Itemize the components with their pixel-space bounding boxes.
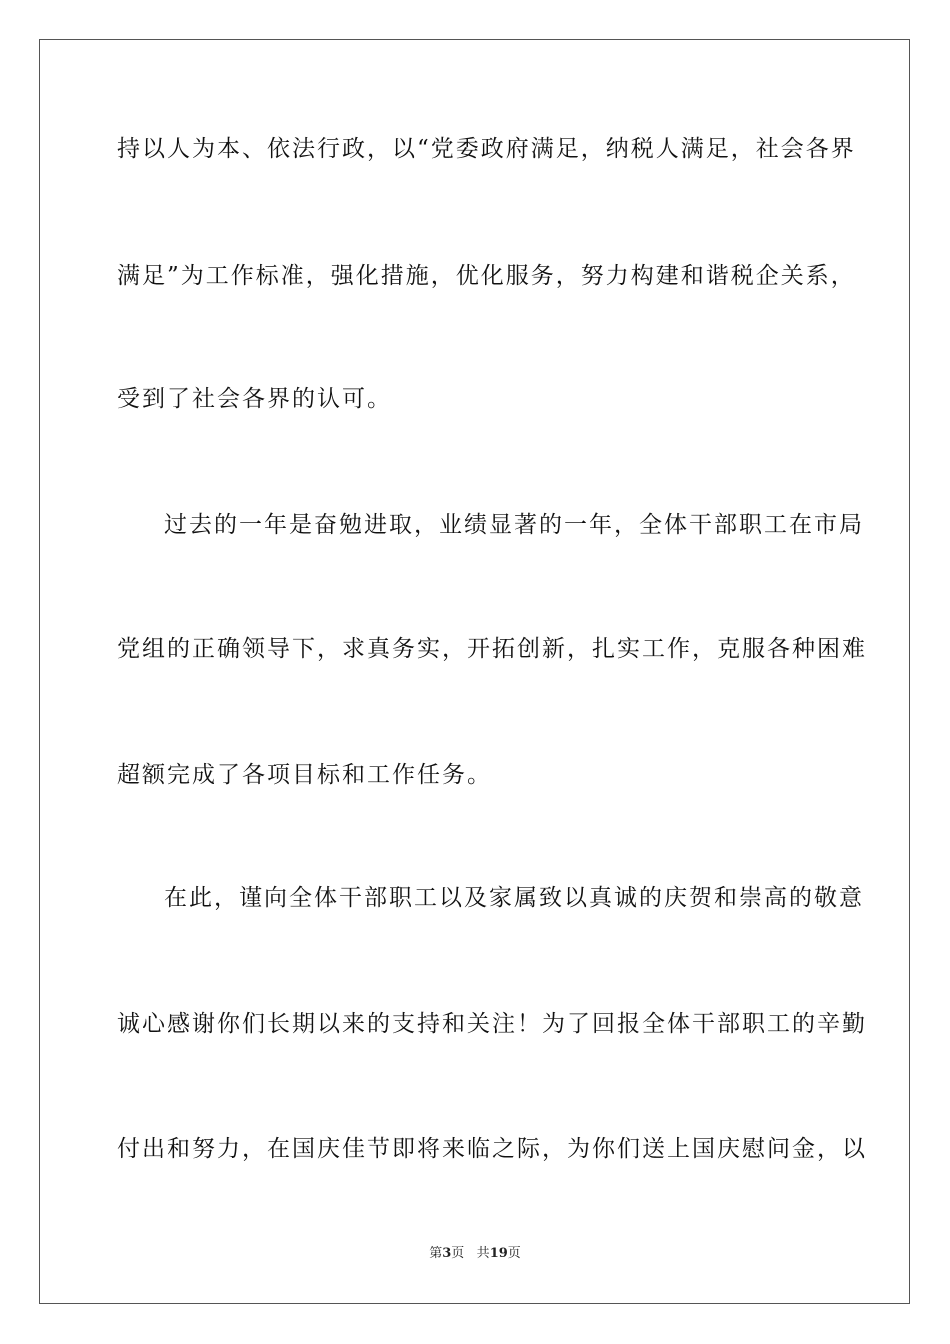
- body-line-6: 超额完成了各项目标和工作任务。: [117, 762, 492, 788]
- body-line-9: 付出和努力，在国庆佳节即将来临之际，为你们送上国庆慰问金，以: [117, 1136, 867, 1162]
- total-prefix: 共: [476, 1246, 490, 1261]
- body-line-1: 持以人为本、依法行政，以“党委政府满足，纳税人满足，社会各界: [117, 136, 856, 162]
- page-prefix: 第: [429, 1246, 443, 1261]
- body-line-7: 在此，谨向全体干部职工以及家属致以真诚的庆贺和崇高的敬意: [164, 885, 864, 911]
- body-line-8: 诚心感谢你们长期以来的支持和关注！为了回报全体干部职工的辛勤: [117, 1011, 867, 1037]
- page-suffix: 页: [451, 1246, 465, 1261]
- body-line-2: 满足”为工作标准，强化措施，优化服务，努力构建和谐税企关系，: [117, 263, 856, 289]
- body-line-4: 过去的一年是奋勉进取，业绩显著的一年，全体干部职工在市局: [164, 512, 864, 538]
- page-border: [39, 39, 910, 1304]
- body-line-5: 党组的正确领导下，求真务实，开拓创新，扎实工作，克服各种困难: [117, 636, 867, 662]
- page-footer: [0, 1244, 950, 1264]
- total-suffix: 页: [507, 1246, 521, 1261]
- total-pages: 19: [489, 1246, 508, 1261]
- body-line-3: 受到了社会各界的认可。: [117, 386, 392, 412]
- page-number: 3: [442, 1246, 452, 1261]
